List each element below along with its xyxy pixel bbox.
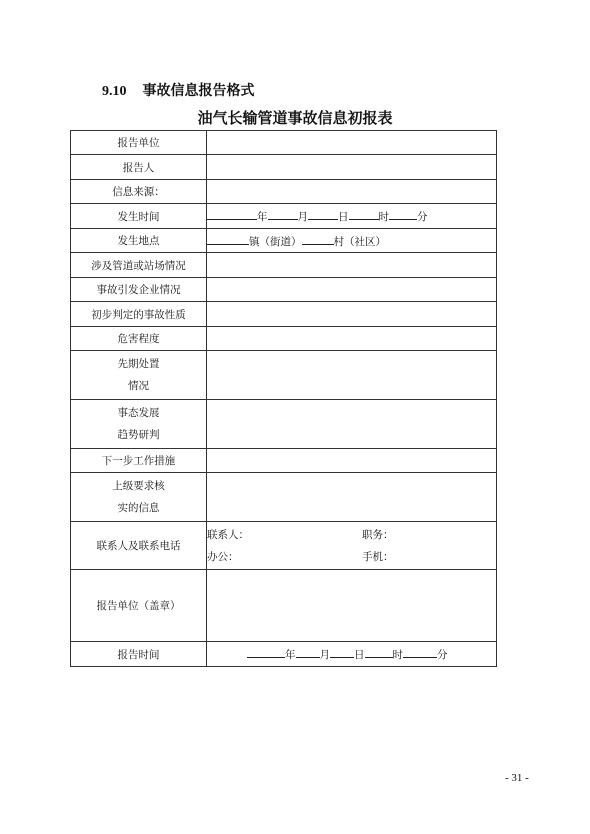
minute-unit: 分: [437, 649, 448, 661]
label-reporter: 报告人: [71, 155, 207, 180]
label-line: 先期处置: [117, 358, 160, 370]
label-line: 实的信息: [117, 502, 160, 514]
occur-place-field[interactable]: [207, 229, 497, 253]
pipeline-station-field[interactable]: [207, 253, 497, 278]
label-line: 上级要求核: [112, 480, 165, 492]
label-next-measures: 下一步工作措施: [71, 449, 207, 473]
table-row: [71, 522, 497, 570]
unit-seal-field[interactable]: [207, 570, 497, 642]
label-report-unit: 报告单位: [71, 131, 207, 155]
label-initial-disposal: [71, 351, 207, 400]
section-heading: [102, 80, 255, 100]
hour-unit: 时: [378, 211, 389, 223]
company-field[interactable]: [207, 278, 497, 302]
hour-unit: 时: [392, 649, 403, 661]
label-pipeline-station: 涉及管道或站场情况: [71, 253, 207, 278]
form-title: 油气长输管道事故信息初报表: [197, 109, 393, 127]
table-row: [71, 570, 497, 642]
report-form-table: [70, 130, 497, 667]
table-row: [71, 473, 497, 522]
table-row: [71, 449, 497, 473]
label-line: 趋势研判: [117, 429, 160, 441]
table-row: [71, 400, 497, 449]
label-line: 情况: [128, 380, 149, 392]
label-accident-nature: 初步判定的事故性质: [71, 302, 207, 327]
table-row: [71, 302, 497, 327]
month-unit: 月: [297, 211, 308, 223]
label-report-time: 报告时间: [71, 642, 207, 667]
table-row: [71, 155, 497, 180]
label-verify-info: [71, 473, 207, 522]
label-contact: 联系人及联系电话: [71, 522, 207, 570]
day-unit: 日: [338, 211, 349, 223]
page-number: - 31 -: [505, 772, 529, 784]
occur-time-field[interactable]: [207, 204, 497, 229]
year-unit: 年: [257, 211, 268, 223]
table-row: [71, 204, 497, 229]
minute-unit: 分: [417, 211, 428, 223]
info-source-field[interactable]: [207, 180, 497, 204]
label-unit-seal: 报告单位（盖章）: [71, 570, 207, 642]
table-row: [71, 253, 497, 278]
initial-disposal-field[interactable]: [207, 351, 497, 400]
month-unit: 月: [319, 649, 330, 661]
year-unit: 年: [285, 649, 296, 661]
table-row: [71, 642, 497, 667]
section-heading-text: 事故信息报告格式: [142, 83, 255, 99]
next-measures-field[interactable]: [207, 449, 497, 473]
town-unit: 镇（街道）: [249, 235, 302, 248]
office-phone-label: 办公：: [207, 551, 239, 563]
contact-person-label: 联系人：: [207, 529, 249, 541]
label-company: 事故引发企业情况: [71, 278, 207, 302]
label-trend: [71, 400, 207, 449]
day-unit: 日: [354, 649, 365, 661]
label-info-source: 信息来源：: [71, 180, 207, 204]
label-occur-place: 发生地点: [71, 229, 207, 253]
village-unit: 村（社区）: [333, 235, 386, 248]
table-row: [71, 229, 497, 253]
reporter-field[interactable]: [207, 155, 497, 180]
table-row: [71, 327, 497, 351]
verify-info-field[interactable]: [207, 473, 497, 522]
table-row: [71, 180, 497, 204]
label-harm-degree: 危害程度: [71, 327, 207, 351]
section-number: 9.10: [102, 84, 127, 99]
accident-nature-field[interactable]: [207, 302, 497, 327]
report-unit-field[interactable]: [207, 131, 497, 155]
label-line: 事态发展: [117, 407, 160, 419]
report-time-field[interactable]: [207, 642, 497, 667]
contact-title-label: 职务：: [362, 529, 394, 541]
mobile-phone-label: 手机：: [362, 551, 394, 563]
harm-degree-field[interactable]: [207, 327, 497, 351]
trend-field[interactable]: [207, 400, 497, 449]
table-row: [71, 278, 497, 302]
contact-field[interactable]: [207, 522, 497, 570]
table-row: [71, 131, 497, 155]
table-row: [71, 351, 497, 400]
label-occur-time: 发生时间: [71, 204, 207, 229]
